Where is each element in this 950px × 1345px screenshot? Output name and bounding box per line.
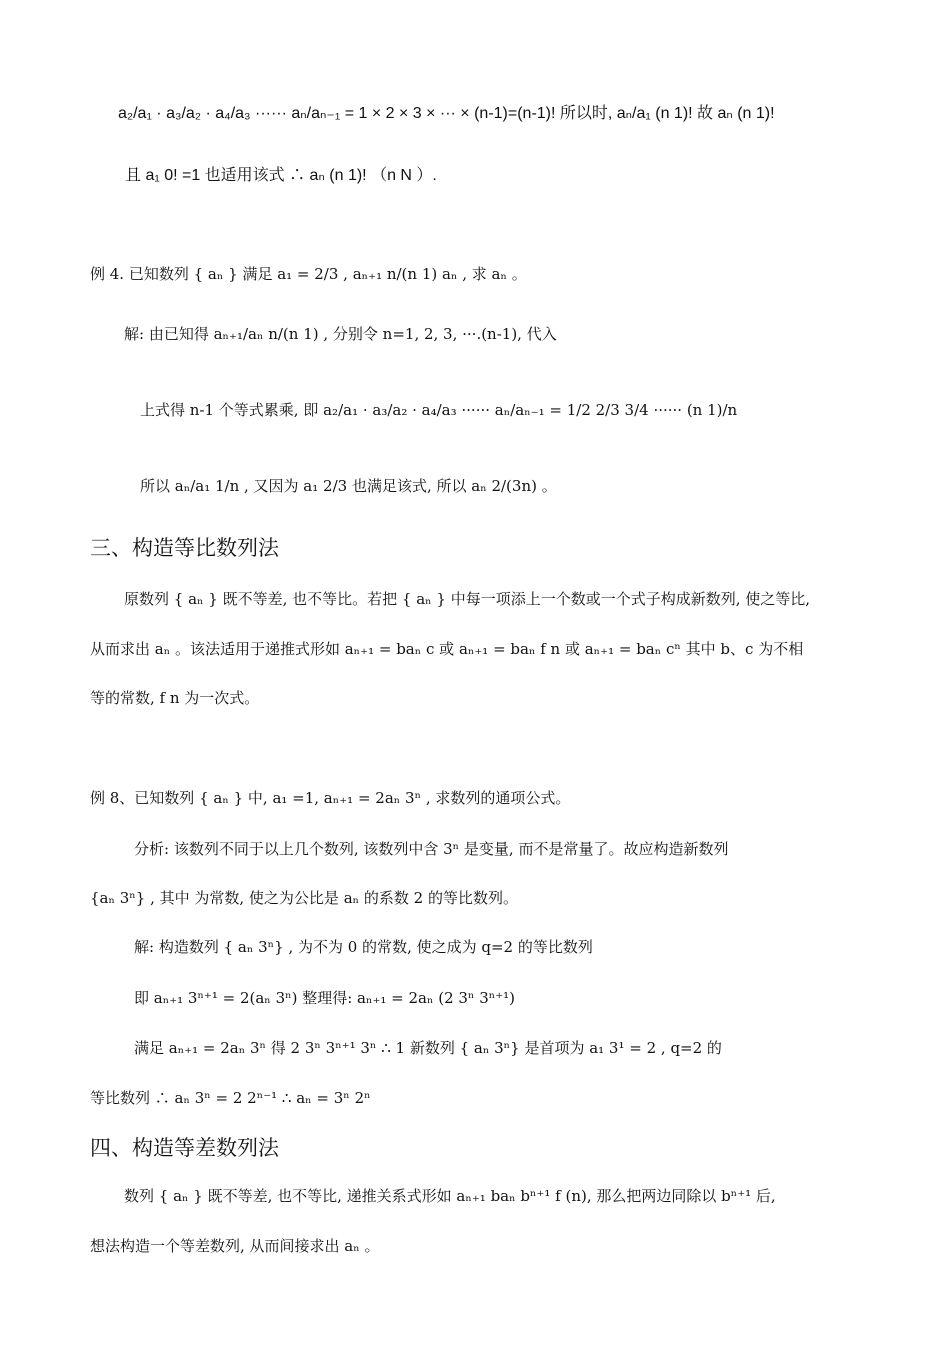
- paragraph-geometric-intro-1: 原数列 { aₙ } 既不等差, 也不等比。若把 { aₙ } 中每一项添上一个数或一个式子构成新数列, 使之等比,: [124, 590, 811, 608]
- example-8-solution-1: 解: 构造数列 { aₙ 3ⁿ} , 为不为 0 的常数, 使之成为 q=2 的等比数列: [134, 938, 593, 956]
- paragraph-arithmetic-intro-2: 想法构造一个等差数列, 从而间接求出 aₙ 。: [90, 1237, 380, 1255]
- example-4-solution-result: 所以 aₙ/a₁ 1/n , 又因为 a₁ 2/3 也满足该式, 所以 aₙ 2/(3n) 。: [140, 477, 557, 495]
- paragraph-geometric-intro-2: 从而求出 aₙ 。该法适用于递推式形如 aₙ₊₁ = baₙ c 或 aₙ₊₁ = baₙ f n 或 aₙ₊₁ = baₙ cⁿ 其中 b、c 为不相: [90, 640, 804, 658]
- section-heading-geometric-method: 三、构造等比数列法: [90, 536, 279, 560]
- formula-line-a1-check: 且 a₁ 0! =1 也适用该式 ∴ aₙ (n 1)! （n N ）.: [125, 167, 437, 184]
- example-8-solution-2: 即 aₙ₊₁ 3ⁿ⁺¹ = 2(aₙ 3ⁿ) 整理得: aₙ₊₁ = 2aₙ (2 3ⁿ 3ⁿ⁺¹): [134, 989, 516, 1007]
- section-heading-arithmetic-method: 四、构造等差数列法: [90, 1136, 279, 1160]
- example-4-solution-step2: 上式得 n-1 个等式累乘, 即 a₂/a₁ · a₃/a₂ · a₄/a₃ ······ aₙ/aₙ₋₁ = 1/2 2/3 3/4 ······ (n 1)/n: [140, 401, 738, 419]
- example-8-solution-4: 等比数列 ∴ aₙ 3ⁿ = 2 2ⁿ⁻¹ ∴ aₙ = 3ⁿ 2ⁿ: [90, 1089, 371, 1107]
- example-8-solution-3: 满足 aₙ₊₁ = 2aₙ 3ⁿ 得 2 3ⁿ 3ⁿ⁺¹ 3ⁿ ∴ 1 新数列 { aₙ 3ⁿ} 是首项为 a₁ 3¹ = 2 , q=2 的: [134, 1039, 722, 1057]
- example-4-statement: 例 4. 已知数列 { aₙ } 满足 a₁ = 2/3 , aₙ₊₁ n/(n 1) aₙ , 求 aₙ 。: [90, 265, 527, 283]
- paragraph-arithmetic-intro-1: 数列 { aₙ } 既不等差, 也不等比, 递推关系式形如 aₙ₊₁ baₙ bⁿ⁺¹ f (n), 那么把两边同除以 bⁿ⁺¹ 后,: [124, 1187, 776, 1205]
- example-8-analysis-2: {aₙ 3ⁿ} , 其中 为常数, 使之为公比是 aₙ 的系数 2 的等比数列。: [90, 889, 518, 907]
- paragraph-geometric-intro-3: 等的常数, f n 为一次式。: [90, 689, 260, 707]
- example-8-analysis-1: 分析: 该数列不同于以上几个数列, 该数列中含 3ⁿ 是变量, 而不是常量了。故应构造新数列: [134, 840, 729, 858]
- formula-line-cumulative-product: a₂/a₁ · a₃/a₂ · a₄/a₃ ······ aₙ/aₙ₋₁ = 1 × 2 × 3 × ··· × (n-1)=(n-1)! 所以时, aₙ/a₁ (n 1)! 故 aₙ (n 1)!: [118, 105, 775, 122]
- example-4-solution-step1: 解: 由已知得 aₙ₊₁/aₙ n/(n 1) , 分别令 n=1, 2, 3, ···.(n-1), 代入: [124, 325, 557, 343]
- example-8-statement: 例 8、已知数列 { aₙ } 中, a₁ =1, aₙ₊₁ = 2aₙ 3ⁿ , 求数列的通项公式。: [90, 789, 571, 807]
